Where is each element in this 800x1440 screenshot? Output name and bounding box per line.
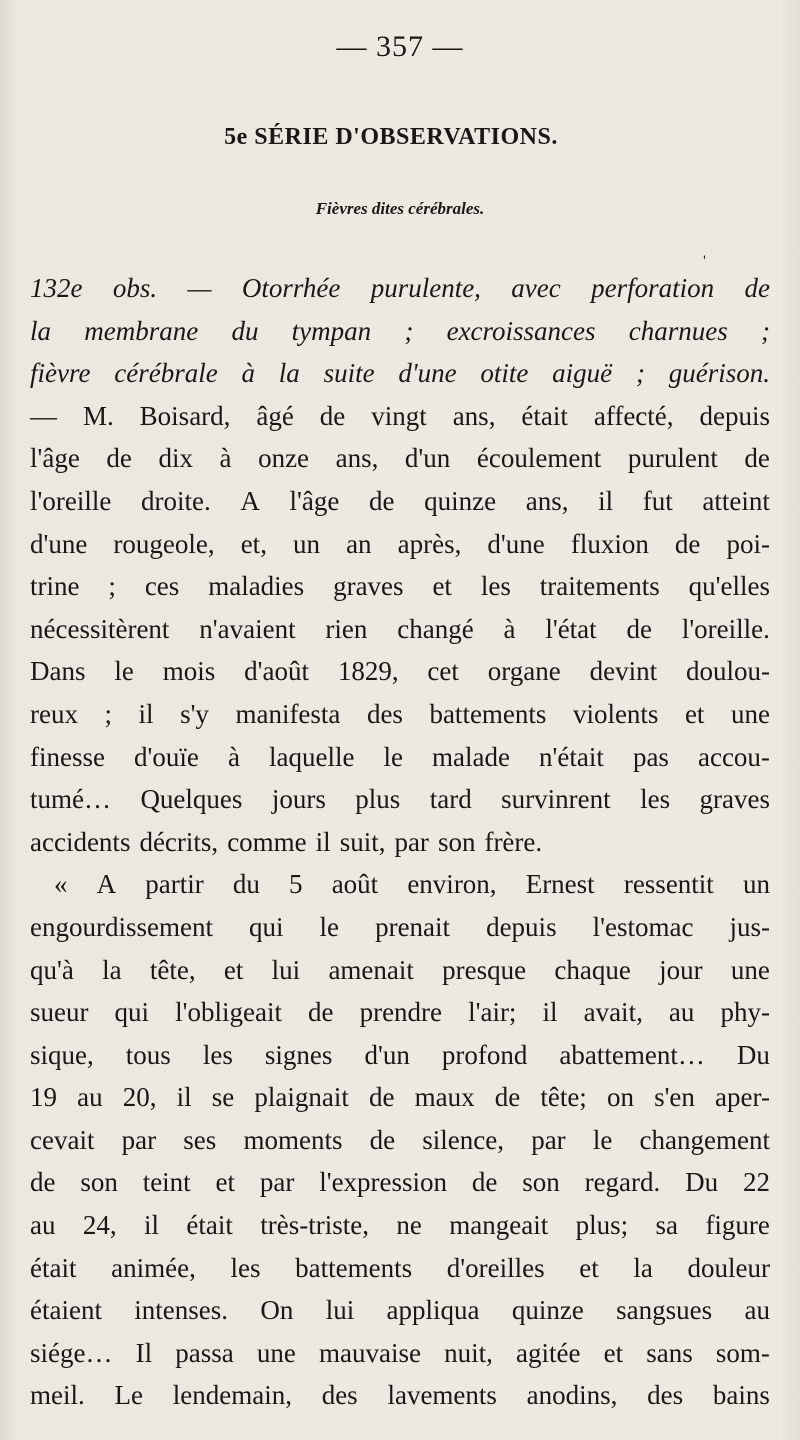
text-line: 19 au 20, il se plaignait de maux de tête; on s'en aper- [30, 1082, 770, 1113]
text-line: meil. Le lendemain, des lavements anodins, des bains [30, 1380, 770, 1411]
observation-body [30, 267, 770, 1417]
text-line: l'âge de dix à onze ans, d'un écoulement purulent de [30, 443, 770, 474]
text-line: était animée, les battements d'oreilles et la douleur [30, 1252, 770, 1283]
text-line: tumé… Quelques jours plus tard survinrent les graves [30, 784, 770, 815]
text-line: de son teint et par l'expression de son regard. Du 22 [30, 1167, 770, 1198]
stray-mark: ' [703, 253, 706, 270]
text-line: l'oreille droite. A l'âge de quinze ans, il fut atteint [30, 485, 770, 516]
text-line: cevait par ses moments de silence, par le changement [30, 1124, 770, 1155]
text-line: fièvre cérébrale à la suite d'une otite aiguë ; guérison. [30, 358, 770, 389]
text-line: nécessitèrent n'avaient rien changé à l'état de l'oreille. [30, 613, 770, 644]
text-line: — M. Boisard, âgé de vingt ans, était affecté, depuis [30, 400, 770, 431]
section-subtitle: Fièvres dites cérébrales. [315, 199, 485, 218]
text-line: sueur qui l'obligeait de prendre l'air; il avait, au phy- [30, 997, 770, 1028]
text-line: sique, tous les signes d'un profond abattement… Du [30, 1039, 770, 1070]
series-title: 5e SÉRIE D'OBSERVATIONS. [224, 124, 558, 150]
text-line: siége… Il passa une mauvaise nuit, agitée et sans som- [30, 1337, 770, 1368]
text-line: trine ; ces maladies graves et les traitements qu'elles [30, 571, 770, 602]
text-line: d'une rougeole, et, un an après, d'une fluxion de poi- [30, 528, 770, 559]
text-line: qu'à la tête, et lui amenait presque chaque jour une [30, 954, 770, 985]
text-line: étaient intenses. On lui appliqua quinze sangsues au [30, 1295, 770, 1326]
text-line: accidents décrits, comme il suit, par son frère. [30, 826, 543, 857]
text-line: engourdissement qui le prenait depuis l'estomac jus- [30, 911, 770, 942]
text-line: 132e obs. — Otorrhée purulente, avec perforation de [30, 273, 770, 303]
text-line: Dans le mois d'août 1829, cet organe devint doulou- [30, 656, 770, 687]
text-line: finesse d'ouïe à laquelle le malade n'était pas accou- [30, 741, 770, 772]
text-line: « A partir du 5 août environ, Ernest ressentit un [54, 869, 770, 900]
text-line: reux ; il s'y manifesta des battements violents et une [30, 698, 770, 729]
text-line: au 24, il était très-triste, ne mangeait plus; sa figure [30, 1210, 770, 1241]
page-number: — 357 — [336, 30, 464, 63]
text-line: la membrane du tympan ; excroissances charnues ; [30, 315, 770, 346]
